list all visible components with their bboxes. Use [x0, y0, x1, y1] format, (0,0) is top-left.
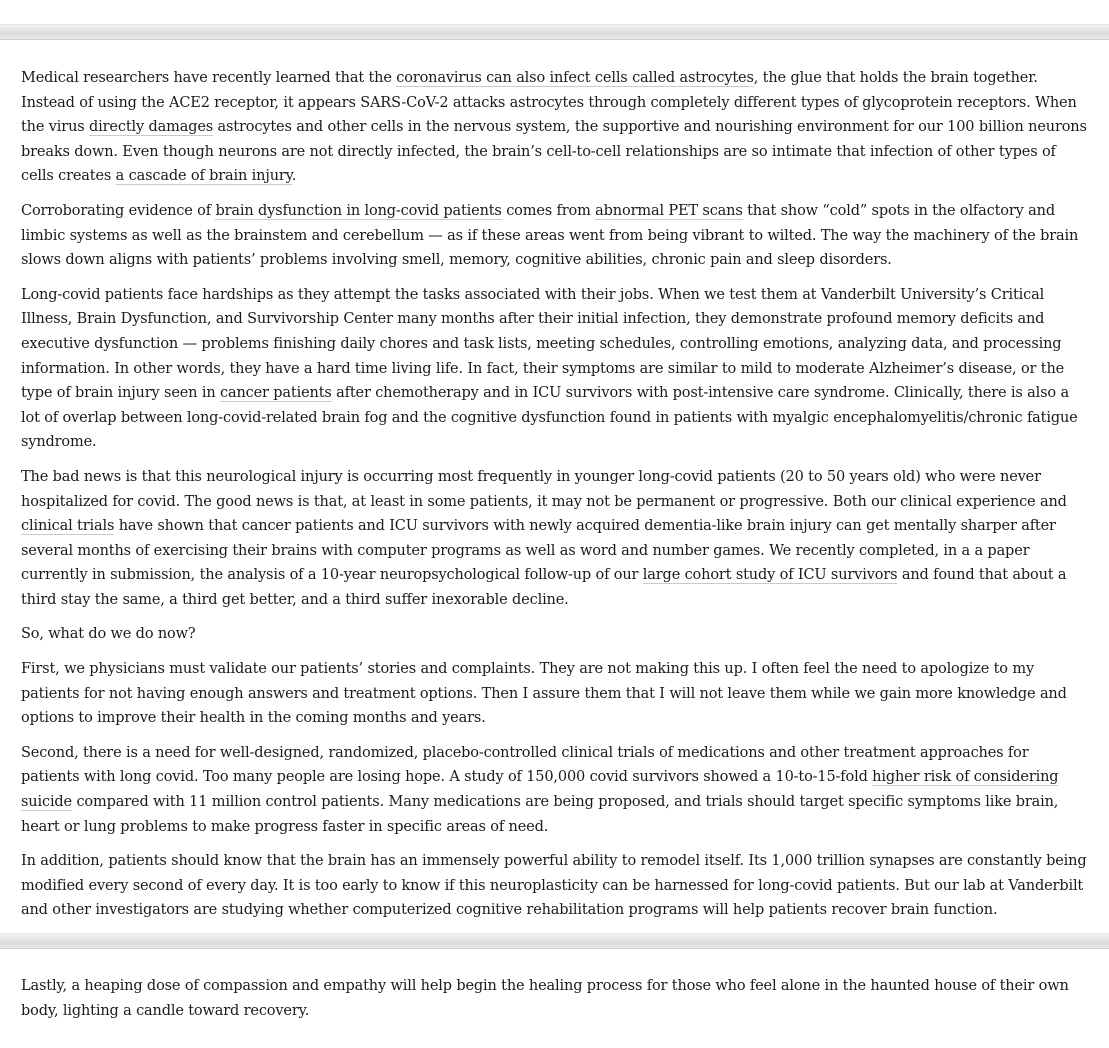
- paragraph: [21, 465, 1089, 613]
- inline-link[interactable]: directly damages: [89, 119, 214, 136]
- paragraph: [21, 622, 1089, 647]
- paragraph-text: compared with 11 million control patients. Many medications are being proposed, and trials should target specific symptoms like brain, heart or lung problems to make progress faster in specific areas of need.: [21, 794, 1059, 835]
- paragraph-text: have shown that cancer patients and ICU survivors with newly acquired dementia-like brain injury can get mentally sharper after several months of exercising their brains with computer programs as well as word and number games. We recently completed, in a a paper currently in submission, the analysis of a 10-year neuropsychological follow-up of our: [21, 518, 1056, 584]
- paragraph-text: In addition, patients should know that the brain has an immensely powerful ability to remodel itself. Its 1,000 trillion synapses are constantly being modified every second of every day. It is too early to know if this neuroplasticity can be harnessed for long-covid patients. But our lab at Vanderbilt and other investigators are studying whether computerized cognitive rehabilitation programs will help patients recover brain function.: [21, 853, 1087, 919]
- article-body: [21, 66, 1089, 933]
- paragraph-text: First, we physicians must validate our patients’ stories and complaints. They are not making this up. I often feel the need to apologize to my patients for not having enough answers and treatment options. Then I assure them that I will not leave them while we gain more knowledge and options to improve their health in the coming months and years.: [21, 661, 1067, 727]
- inline-link[interactable]: cancer patients: [219, 385, 332, 402]
- paragraph-text: , the glue that holds the brain together. Instead of using the ACE2 receptor, it appears SARS-CoV-2 attacks astrocytes through completely different types of glycoprotein receptors. When the virus: [21, 70, 1077, 136]
- paragraph-text: So, what do we do now?: [21, 626, 196, 643]
- paragraph: [21, 199, 1089, 273]
- paragraph: [21, 741, 1089, 839]
- paragraph-text: after chemotherapy and in ICU survivors with post-intensive care syndrome. Clinically, there is also a lot of overlap between long-covid-related brain fog and the cognitive dysfunction found in patients with myalgic encephalomyelitis/chronic fatigue syndrome.: [21, 385, 1078, 451]
- paragraph-text: and found that about a third stay the same, a third get better, and a third suffer inexorable decline.: [21, 567, 1067, 608]
- paragraph-text: Corroborating evidence of: [21, 202, 216, 219]
- inline-link[interactable]: coronavirus can also infect cells called astrocytes: [396, 70, 754, 86]
- paragraph: [21, 849, 1089, 923]
- ad-divider-band: [0, 933, 1109, 949]
- paragraph-text: astrocytes and other cells in the nervous system, the supportive and nourishing environment for our 100 billion neurons breaks down. Even though neurons are not directly infected, the brain’s cell-to-cell relationships are so intimate that infection of other types of cells creates: [21, 119, 1087, 185]
- paragraph-text: The bad news is that this neurological injury is occurring most frequently in younger long-covid patients (20 to 50 years old) who were never hospitalized for covid. The good news is that, at least in some patients, it may not be permanent or progressive. Both our clinical experience and: [21, 468, 1067, 510]
- article-body-continued: [21, 974, 1089, 1033]
- inline-link[interactable]: a cascade of brain injury: [115, 168, 292, 185]
- inline-link[interactable]: large cohort study of ICU survivors: [642, 567, 898, 584]
- paragraph-text: Medical researchers have recently learned that the: [21, 70, 397, 86]
- inline-link[interactable]: brain dysfunction in long-covid patients: [215, 202, 502, 219]
- inline-link[interactable]: clinical trials: [21, 518, 115, 535]
- paragraph-text: .: [291, 168, 297, 185]
- paragraph-text: that show “cold” spots in the olfactory and limbic systems as well as the brainstem and cerebellum — as if these areas went from being vibrant to wilted. The way the machinery of the brain slows down aligns with patients’ problems involving smell, memory, cognitive abilities, chronic pain and sleep disorders.: [21, 202, 1079, 269]
- top-divider-band: [0, 24, 1109, 40]
- paragraph: [21, 657, 1089, 731]
- paragraph-text: Long-covid patients face hardships as they attempt the tasks associated with their jobs. When we test them at Vanderbilt University’s Critical Illness, Brain Dysfunction, and Survivorship Center many months after their initial infection, they demonstrate profound memory deficits and executive dysfunction — problems finishing daily chores and task lists, meeting schedules, controlling emotions, analyzing data, and processing information. In other words, they have a hard time living life. In fact, their symptoms are similar to mild to moderate Alzheimer’s disease, or the type of brain injury seen in: [21, 286, 1065, 402]
- inline-link[interactable]: higher risk of considering suicide: [21, 769, 1059, 811]
- closing-paragraph: Lastly, a heaping dose of compassion and empathy will help begin the healing process for those who feel alone in the haunted house of their own body, lighting a candle toward recovery.: [21, 978, 1069, 1019]
- inline-link[interactable]: abnormal PET scans: [595, 202, 743, 219]
- paragraph-text: comes from: [501, 202, 596, 219]
- paragraph: [21, 66, 1089, 189]
- paragraph: [21, 283, 1089, 455]
- paragraph-text: Second, there is a need for well-designed, randomized, placebo-controlled clinical trials of medications and other treatment approaches for patients with long covid. Too many people are losing hope. A study of 150,000 covid survivors showed a 10-to-15-fold: [21, 744, 1029, 786]
